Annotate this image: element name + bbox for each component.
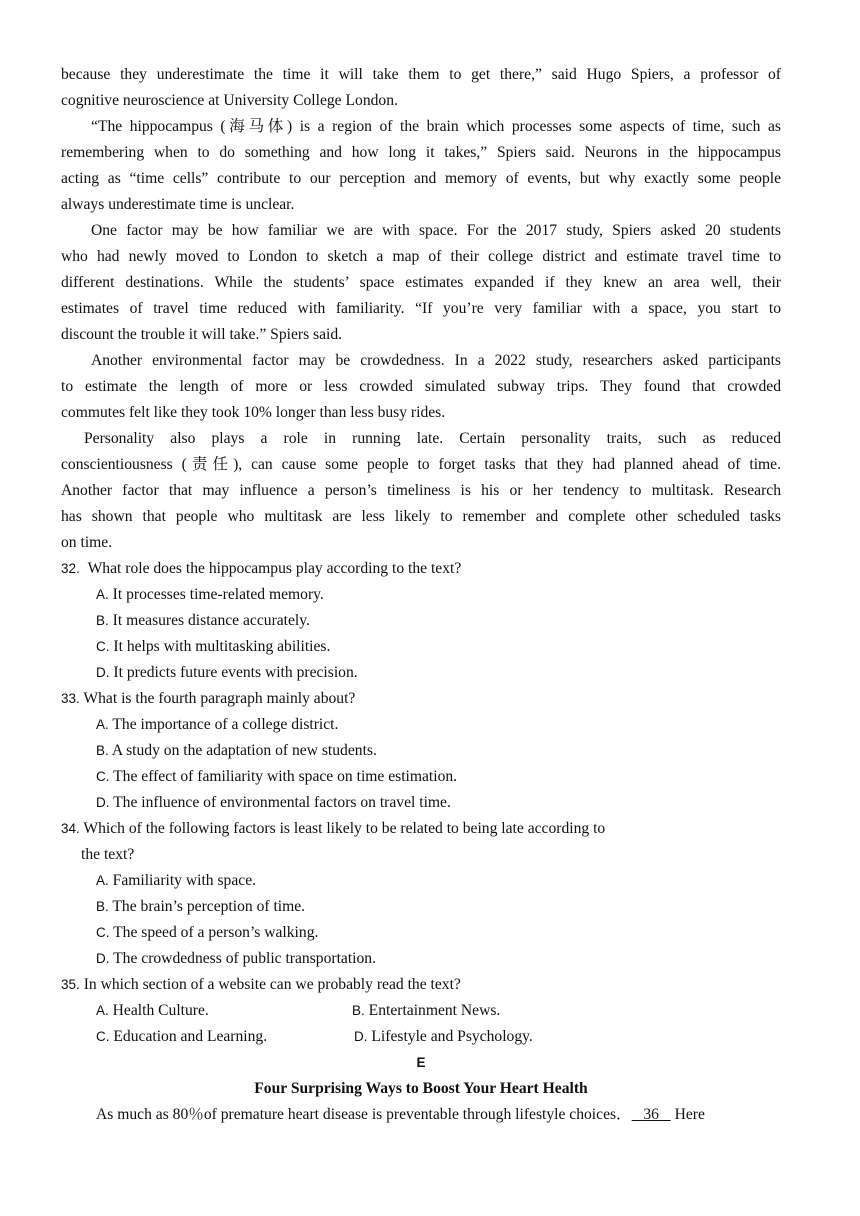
option-c[interactable] bbox=[96, 764, 457, 790]
option-text: Familiarity with space. bbox=[112, 872, 257, 889]
question-text: What role does the hippocampus play according to the text? bbox=[87, 560, 462, 577]
option-letter: D. bbox=[96, 951, 110, 966]
question-number: 32. bbox=[61, 561, 80, 576]
question-stem bbox=[61, 972, 461, 998]
option-text: Entertainment News. bbox=[368, 1002, 501, 1019]
question-stem bbox=[61, 686, 355, 712]
option-text: The speed of a person’s walking. bbox=[113, 924, 319, 941]
blank-number: 36 bbox=[643, 1106, 659, 1123]
paragraph-line: estimates of travel time reduced with familiarity. “If you’re very familiar with a space, you start to bbox=[61, 300, 781, 317]
option-letter: D. bbox=[96, 795, 110, 810]
paragraph-line: Another environmental factor may be crowdedness. In a 2022 study, researchers asked participants bbox=[91, 352, 781, 369]
option-b[interactable] bbox=[96, 738, 377, 764]
question-text: What is the fourth paragraph mainly about? bbox=[83, 690, 356, 707]
option-letter: C. bbox=[96, 1029, 110, 1044]
question-text: Which of the following factors is least likely to be related to being late according to bbox=[83, 820, 606, 837]
paragraph-line: cognitive neuroscience at University College London. bbox=[61, 92, 398, 109]
option-c[interactable] bbox=[96, 920, 318, 946]
option-letter: A. bbox=[96, 587, 109, 602]
paragraph-line: because they underestimate the time it will take them to get there,” said Hugo Spiers, a professor of bbox=[61, 66, 781, 83]
option-letter: B. bbox=[96, 899, 109, 914]
option-letter: B. bbox=[352, 1003, 365, 1018]
option-text: Health Culture. bbox=[112, 1002, 209, 1019]
option-b[interactable] bbox=[96, 894, 305, 920]
option-letter: C. bbox=[96, 925, 110, 940]
option-d[interactable] bbox=[96, 790, 451, 816]
paragraph-line: One factor may be how familiar we are with space. For the 2017 study, Spiers asked 20 students bbox=[91, 222, 781, 239]
paragraph-line: conscientiousness (责任), can cause some people to forget tasks that they had planned ahead of time. bbox=[61, 456, 781, 473]
section-first-line bbox=[96, 1102, 781, 1128]
option-text: The importance of a college district. bbox=[112, 716, 339, 733]
option-b[interactable] bbox=[352, 998, 500, 1024]
option-text: It predicts future events with precision. bbox=[113, 664, 358, 681]
option-text: It measures distance accurately. bbox=[112, 612, 310, 629]
option-b[interactable] bbox=[96, 608, 310, 634]
option-text: The influence of environmental factors on travel time. bbox=[113, 794, 451, 811]
blank-36[interactable] bbox=[632, 1106, 671, 1123]
question-text: In which section of a website can we probably read the text? bbox=[83, 976, 461, 993]
question-stem bbox=[61, 816, 605, 842]
paragraph-line: has shown that people who multitask are less likely to remember and complete other scheduled tasks bbox=[61, 508, 781, 525]
option-a[interactable] bbox=[96, 712, 338, 738]
paragraph-line: discount the trouble it will take.” Spiers said. bbox=[61, 326, 343, 343]
option-text: The brain’s perception of time. bbox=[112, 898, 306, 915]
paragraph-line: acting as “time cells” contribute to our perception and memory of events, but why exactly some people bbox=[61, 170, 781, 187]
passage-text-after: Here bbox=[674, 1106, 705, 1123]
paragraph-line: remembering when to do something and how long it takes,” Spiers said. Neurons in the hippocampus bbox=[61, 144, 781, 161]
paragraph-line: commutes felt like they took 10% longer than less busy rides. bbox=[61, 404, 446, 421]
paragraph-line: different destinations. While the students’ space estimates expanded if they knew an area well, their bbox=[61, 274, 781, 291]
paragraph-line: to estimate the length of more or less crowded simulated subway trips. They found that crowded bbox=[61, 378, 781, 395]
option-letter: C. bbox=[96, 769, 110, 784]
paragraph-line: who had newly moved to London to sketch a map of their college district and estimate travel time to bbox=[61, 248, 781, 265]
question-number: 33. bbox=[61, 691, 80, 706]
option-d[interactable] bbox=[354, 1024, 533, 1050]
option-d[interactable] bbox=[96, 660, 358, 686]
option-letter: D. bbox=[96, 665, 110, 680]
question-stem bbox=[61, 556, 461, 582]
option-text: It helps with multitasking abilities. bbox=[113, 638, 331, 655]
paragraph-line: Another factor that may influence a person’s timeliness is his or her tendency to multitask. Research bbox=[61, 482, 781, 499]
passage-text: As much as 80％of premature heart disease is preventable through lifestyle choices． bbox=[96, 1106, 632, 1123]
paragraph-line: on time. bbox=[61, 534, 113, 551]
option-letter: C. bbox=[96, 639, 110, 654]
option-text: The effect of familiarity with space on time estimation. bbox=[113, 768, 458, 785]
option-c[interactable] bbox=[96, 634, 330, 660]
paragraph-line: “The hippocampus (海马体) is a region of the brain which processes some aspects of time, such as bbox=[91, 118, 781, 135]
section-letter: E bbox=[416, 1055, 426, 1070]
option-letter: D. bbox=[354, 1029, 368, 1044]
option-d[interactable] bbox=[96, 946, 376, 972]
paragraph-line: Personality also plays a role in running late. Certain personality traits, such as reduced bbox=[84, 430, 781, 447]
option-letter: A. bbox=[96, 717, 109, 732]
option-letter: B. bbox=[96, 613, 109, 628]
option-text: Lifestyle and Psychology. bbox=[371, 1028, 533, 1045]
section-title: Four Surprising Ways to Boost Your Heart Health bbox=[254, 1080, 588, 1097]
option-text: Education and Learning. bbox=[113, 1028, 268, 1045]
option-letter: A. bbox=[96, 1003, 109, 1018]
option-text: A study on the adaptation of new students. bbox=[111, 742, 377, 759]
option-text: It processes time-related memory. bbox=[112, 586, 324, 603]
option-c[interactable] bbox=[96, 1024, 267, 1050]
question-stem-continued: the text? bbox=[81, 846, 135, 863]
paragraph-line: always underestimate time is unclear. bbox=[61, 196, 295, 213]
option-text: The crowdedness of public transportation. bbox=[113, 950, 376, 967]
option-letter: A. bbox=[96, 873, 109, 888]
option-a[interactable] bbox=[96, 868, 256, 894]
option-letter: B. bbox=[96, 743, 109, 758]
option-a[interactable] bbox=[96, 998, 209, 1024]
question-number: 34. bbox=[61, 821, 80, 836]
option-a[interactable] bbox=[96, 582, 324, 608]
question-number: 35. bbox=[61, 977, 80, 992]
